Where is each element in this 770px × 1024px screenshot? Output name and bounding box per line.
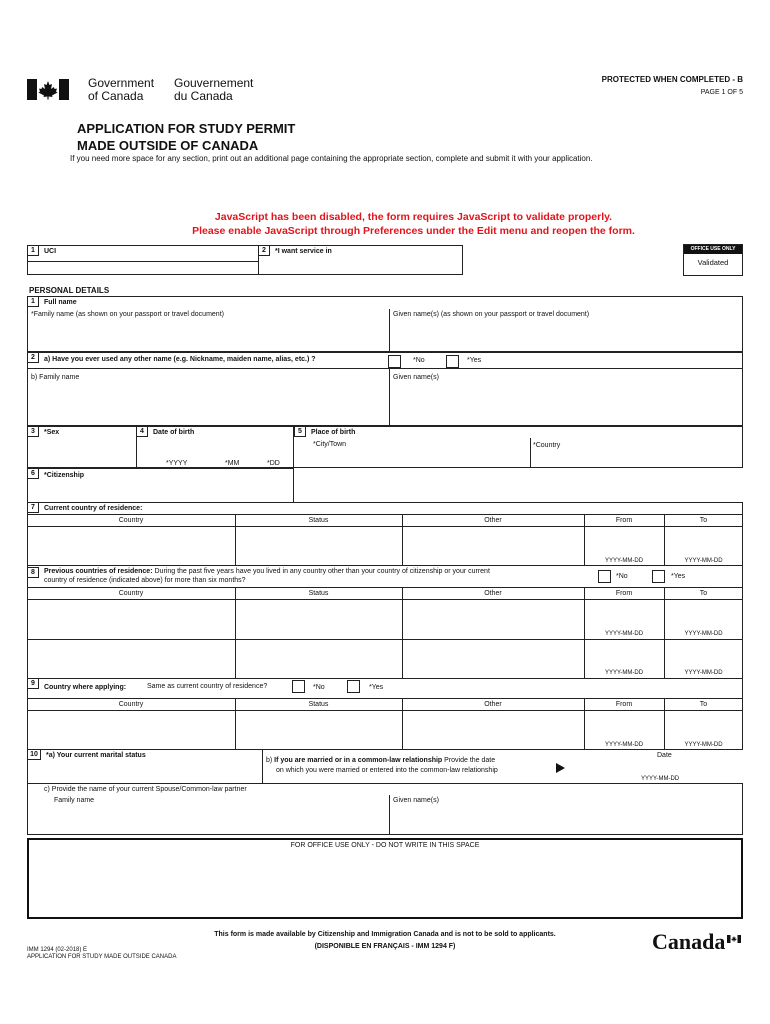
dob-month-label: *MM — [225, 460, 240, 467]
other-names-no-checkbox[interactable] — [388, 355, 401, 368]
other-family-name-label: b) Family name — [31, 374, 80, 381]
marriage-date-label: Date — [657, 752, 672, 759]
q9-to-format: YYYY-MM-DD — [684, 742, 723, 748]
q5-number: 5 — [294, 426, 306, 437]
play-arrow-icon — [556, 763, 565, 773]
q10-number: 10 — [27, 749, 41, 760]
previous-residence-text1: During the past five years have you lived in any country other than your country of citizenship or your current — [154, 568, 490, 575]
q2-number: 2 — [258, 245, 270, 256]
validated-label: Validated — [697, 258, 729, 267]
office-use-header: OFFICE USE ONLY — [684, 245, 742, 254]
country-applying-no-label: *No — [313, 684, 325, 691]
country-applying-no-checkbox[interactable] — [292, 680, 305, 693]
form-title-line1: APPLICATION FOR STUDY PERMIT — [77, 121, 296, 136]
uci-label: UCI — [44, 248, 57, 255]
service-label: *I want service in — [275, 248, 332, 255]
other-given-name-label: Given name(s) — [393, 374, 439, 381]
q8-row1-to-format: YYYY-MM-DD — [684, 631, 723, 637]
wordmark-flag-icon — [727, 930, 741, 938]
q8-col-other: Other — [484, 590, 502, 597]
q8-col-from: From — [615, 590, 633, 597]
q8-col-to: To — [699, 590, 708, 597]
citizenship-label: *Citizenship — [44, 472, 85, 479]
other-given-name-input[interactable] — [392, 384, 740, 424]
q8-col-status: Status — [308, 590, 329, 597]
q8-row1-other-input[interactable] — [404, 601, 582, 637]
previous-residence-yes-label: *Yes — [671, 573, 686, 580]
q7-number: 7 — [27, 502, 39, 513]
q7-col-status: Status — [308, 517, 329, 524]
office-use-badge — [683, 244, 743, 276]
marriage-date-question — [266, 757, 495, 764]
uci-field[interactable] — [27, 245, 259, 275]
q9-status-input[interactable] — [237, 712, 400, 748]
marriage-date-text1: Provide the date — [442, 757, 496, 764]
q9-col-from: From — [615, 701, 633, 708]
canada-wordmark — [652, 931, 725, 953]
q7-from-format: YYYY-MM-DD — [604, 558, 644, 564]
q8-number: 8 — [27, 567, 39, 578]
footer-line2: (DISPONIBLE EN FRANÇAIS - IMM 1294 F) — [314, 943, 456, 950]
other-names-no-label: *No — [413, 357, 425, 364]
q8-row2-other-input[interactable] — [404, 641, 582, 677]
country-applying-yes-label: *Yes — [369, 684, 384, 691]
previous-residence-label: Previous countries of residence: — [44, 568, 153, 575]
q7-col-country: Country — [118, 517, 144, 524]
full-name-label: Full name — [44, 299, 77, 306]
city-input[interactable] — [296, 450, 528, 466]
q8-row2-country-input[interactable] — [29, 641, 233, 677]
form-name: APPLICATION FOR STUDY MADE OUTSIDE CANADA — [27, 954, 177, 960]
gov-fr-line1: Gouvernement — [174, 76, 254, 90]
place-of-birth-label: Place of birth — [311, 429, 356, 436]
marriage-date-format: YYYY-MM-DD — [641, 776, 680, 782]
q7-status-input[interactable] — [237, 528, 400, 564]
country-applying-yes-checkbox[interactable] — [347, 680, 360, 693]
marriage-date-input[interactable] — [590, 762, 740, 774]
other-family-name-input[interactable] — [30, 384, 386, 424]
spouse-given-name-label: Given name(s) — [393, 797, 439, 804]
marriage-date-text2: on which you were married or entered into the common-law relationship — [276, 767, 498, 774]
q7-col-to: To — [699, 517, 708, 524]
country-applying-label: Country where applying: — [44, 684, 127, 691]
q3-number: 3 — [27, 426, 39, 437]
instructions: If you need more space for any section, print out an additional page containing the appropriate section, complete and submit it with your application. — [70, 154, 593, 163]
personal-details-heading: PERSONAL DETAILS — [29, 286, 110, 295]
birth-country-label: *Country — [533, 442, 561, 449]
previous-residence-question — [44, 568, 490, 575]
q8-row2-status-input[interactable] — [237, 641, 400, 677]
given-name-input[interactable] — [392, 320, 740, 350]
office-use-space-label: FOR OFFICE USE ONLY - DO NOT WRITE IN THIS SPACE — [290, 842, 480, 849]
q6-number: 6 — [27, 468, 39, 479]
marriage-date-bold: If you are married or in a common-law relationship — [274, 757, 443, 764]
date-of-birth-label: Date of birth — [153, 429, 195, 436]
current-residence-label: Current country of residence: — [44, 505, 143, 512]
q8-row1-status-input[interactable] — [237, 601, 400, 637]
q9-number: 9 — [27, 678, 39, 689]
q9-col-to: To — [699, 701, 708, 708]
gov-en-line1: Government — [88, 76, 155, 90]
city-label: *City/Town — [313, 441, 347, 448]
previous-residence-no-label: *No — [616, 573, 628, 580]
js-warning-line1: JavaScript has been disabled, the form requires JavaScript to validate properly. — [214, 211, 613, 223]
family-name-input[interactable] — [30, 320, 386, 350]
q8-row2-from-format: YYYY-MM-DD — [604, 670, 644, 676]
q7-country-input[interactable] — [29, 528, 233, 564]
gov-en-line2: of Canada — [88, 89, 144, 103]
q9-col-other: Other — [484, 701, 502, 708]
q1-number: 1 — [27, 245, 39, 256]
canada-wordmark-text: Canada — [652, 929, 726, 954]
marriage-date-prefix: b) — [266, 757, 275, 764]
form-title-line2: MADE OUTSIDE OF CANADA — [77, 138, 259, 153]
q9-country-input[interactable] — [29, 712, 233, 748]
family-name-label: *Family name (as shown on your passport or travel document) — [31, 311, 224, 318]
q8-row1-country-input[interactable] — [29, 601, 233, 637]
other-names-yes-checkbox[interactable] — [446, 355, 459, 368]
spouse-family-name-label: Family name — [54, 797, 95, 804]
previous-residence-no-checkbox[interactable] — [598, 570, 611, 583]
other-names-question: a) Have you ever used any other name (e.g. Nickname, maiden name, alias, etc.) ? — [44, 356, 316, 363]
marital-status-label: *a) Your current marital status — [46, 752, 146, 759]
q8-row2-to-format: YYYY-MM-DD — [684, 670, 723, 676]
q4-number: 4 — [136, 426, 148, 437]
given-name-label: Given name(s) (as shown on your passport or travel document) — [393, 311, 590, 318]
office-use-space — [27, 838, 743, 919]
q9-col-status: Status — [308, 701, 329, 708]
country-applying-question: Same as current country of residence? — [147, 683, 268, 690]
spouse-given-name-input[interactable] — [392, 806, 740, 833]
q9-from-format: YYYY-MM-DD — [604, 742, 644, 748]
dob-day-label: *DD — [267, 460, 280, 467]
gov-fr-line2: du Canada — [174, 89, 233, 103]
footer-line1: This form is made available by Citizenship and Immigration Canada and is not to be sold to applicants. — [214, 931, 556, 938]
protected-label: PROTECTED WHEN COMPLETED - B — [601, 75, 743, 84]
sex-label: *Sex — [44, 429, 60, 436]
q8-col-country: Country — [118, 590, 144, 597]
q9-col-country: Country — [118, 701, 144, 708]
page-number: PAGE 1 OF 5 — [700, 89, 743, 96]
q1-name-number: 1 — [27, 296, 39, 307]
spouse-family-name-input[interactable] — [30, 806, 386, 833]
previous-residence-text2: country of residence (indicated above) for more than six months? — [44, 577, 246, 584]
q9-other-input[interactable] — [404, 712, 582, 748]
q7-to-format: YYYY-MM-DD — [684, 558, 723, 564]
canada-flag-icon — [27, 79, 69, 100]
js-warning-line2: Please enable JavaScript through Preferences under the Edit menu and reopen the form. — [192, 225, 635, 237]
spouse-question: c) Provide the name of your current Spouse/Common-law partner — [44, 786, 247, 793]
q2-name-number: 2 — [27, 352, 39, 363]
q7-col-from: From — [615, 517, 633, 524]
previous-residence-yes-checkbox[interactable] — [652, 570, 665, 583]
q8-row1-from-format: YYYY-MM-DD — [604, 631, 644, 637]
q7-other-input[interactable] — [404, 528, 582, 564]
other-names-yes-label: *Yes — [467, 357, 482, 364]
form-id: IMM 1294 (02-2018) E — [27, 947, 88, 953]
birth-country-input[interactable] — [533, 451, 740, 466]
q7-col-other: Other — [484, 517, 502, 524]
dob-year-label: *YYYY — [166, 460, 188, 467]
